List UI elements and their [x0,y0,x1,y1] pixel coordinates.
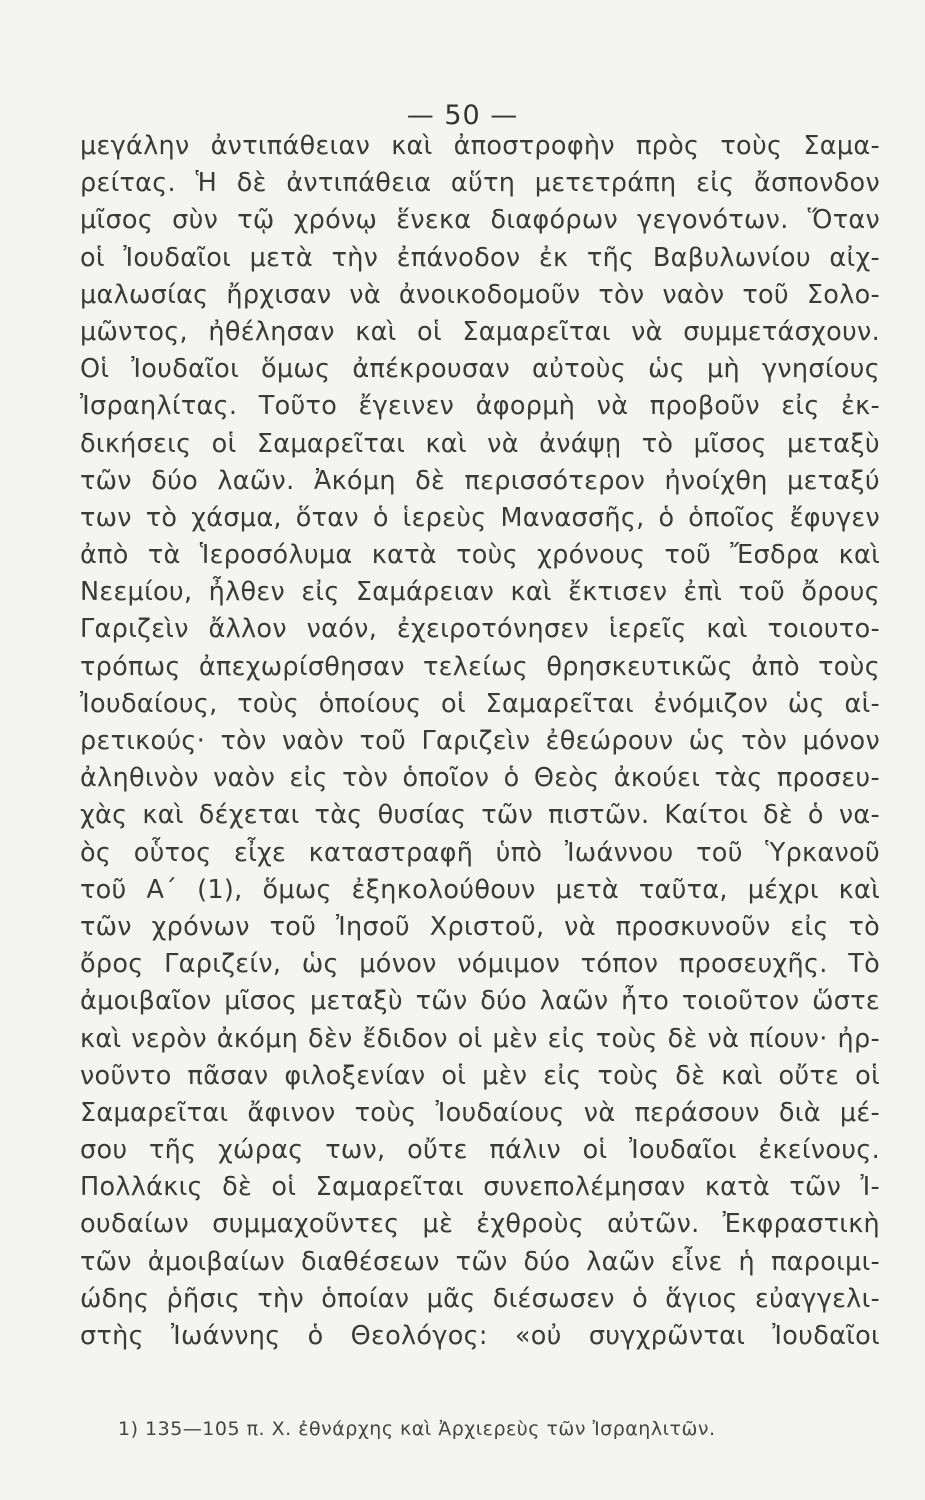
text-line: Σαμαρεῖται ἄφινον τοὺς Ἰουδαίους νὰ περάσουν διὰ μέ- [80,1097,880,1128]
text-line: Γαριζεὶν ἄλλον ναόν, ἐχειροτόνησεν ἱερεῖς καὶ τοιουτο- [80,614,880,645]
text-line: των τὸ χάσμα, ὅταν ὁ ἱερεὺς Μανασσῆς, ὁ ὁποῖος ἔφυγεν [80,502,880,533]
text-line: χὰς καὶ δέχεται τὰς θυσίας τῶν πιστῶν. Καίτοι δὲ ὁ να- [80,800,880,831]
text-line: ἀπὸ τὰ Ἱεροσόλυμα κατὰ τοὺς χρόνους τοῦ Ἔσδρα καὶ [80,540,880,571]
text-line: τρόπως ἀπεχωρίσθησαν τελείως θρησκευτικῶς ἀπὸ τοὺς [80,651,880,682]
text-line: ὄρος Γαριζείν, ὡς μόνον νόμιμον τόπον προσευχῆς. Τὸ [80,949,880,980]
text-line: μῶντος, ἠθέλησαν καὶ οἱ Σαμαρεῖται νὰ συμμετάσχουν. [80,316,880,347]
text-line: Ἰσραηλίτας. Τοῦτο ἔγεινεν ἀφορμὴ νὰ προβοῦν εἰς ἐκ- [80,391,880,422]
text-line: τοῦ Α΄ (1), ὅμως ἐξηκολούθουν μετὰ ταῦτα, μέχρι καὶ [80,874,880,905]
text-line: ἀμοιβαῖον μῖσος μεταξὺ τῶν δύο λαῶν ἦτο τοιοῦτον ὥστε [80,986,880,1017]
text-line: ἀληθινὸν ναὸν εἰς τὸν ὁποῖον ὁ Θεὸς ἀκούει τὰς προσευ- [80,763,880,794]
text-line: ώδης ῥῆσις τὴν ὁποίαν μᾶς διέσωσεν ὁ ἅγιος εὐαγγελι- [80,1283,880,1314]
text-line: νοῦντο πᾶσαν φιλοξενίαν οἱ μὲν εἰς τοὺς δὲ καὶ οὔτε οἱ [80,1060,880,1091]
text-line: Ἰουδαίους, τοὺς ὁποίους οἱ Σαμαρεῖται ἐνόμιζον ὡς αἱ- [80,688,880,719]
text-line: ρετικούς· τὸν ναὸν τοῦ Γαριζεὶν ἐθεώρουν ὡς τὸν μόνον [80,726,880,756]
text-line: Οἱ Ἰουδαῖοι ὅμως ἀπέκρουσαν αὐτοὺς ὡς μὴ γνησίους [80,354,880,385]
body-text [80,128,880,1355]
text-line: ουδαίων συμμαχοῦντες μὲ ἐχθροὺς αὐτῶν. Ἐκφραστικὴ [80,1209,880,1240]
text-line: σου τῆς χώρας των, οὔτε πάλιν οἱ Ἰουδαῖοι ἐκείνους. [80,1135,880,1166]
text-line: στὴς Ἰωάννης ὁ Θεολόγος: «οὐ συγχρῶνται Ἰουδαῖοι [80,1321,880,1351]
text-line: δικήσεις οἱ Σαμαρεῖται καὶ νὰ ἀνάψῃ τὸ μῖσος μεταξὺ [80,428,880,459]
text-line: τῶν ἀμοιβαίων διαθέσεων τῶν δύο λαῶν εἶνε ἡ παροιμι- [80,1246,880,1277]
text-line: Πολλάκις δὲ οἱ Σαμαρεῖται συνεπολέμησαν κατὰ τῶν Ἰ- [80,1172,880,1203]
text-line: μῖσος σὺν τῷ χρόνῳ ἕνεκα διαφόρων γεγονότων. Ὅταν [80,205,880,236]
text-line: οἱ Ἰουδαῖοι μετὰ τὴν ἐπάνοδον ἐκ τῆς Βαβυλωνίου αἰχ- [80,242,880,273]
text-line: μαλωσίας ἤρχισαν νὰ ἀνοικοδομοῦν τὸν ναὸν τοῦ Σολο- [80,279,880,310]
page-number: — 50 — [406,100,519,131]
text-line: τῶν χρόνων τοῦ Ἰησοῦ Χριστοῦ, νὰ προσκυνοῦν εἰς τὸ [80,911,880,942]
text-line: καὶ νερὸν ἀκόμη δὲν ἔδιδον οἱ μὲν εἰς τοὺς δὲ νὰ πίουν· ἠρ- [80,1023,880,1054]
text-line: ρείτας. Ἡ δὲ ἀντιπάθεια αὕτη μετετράπη εἰς ἄσπονδον [80,168,880,199]
text-line: μεγάλην ἀντιπάθειαν καὶ ἀποστροφὴν πρὸς τοὺς Σαμα- [80,131,880,161]
text-line: τῶν δύο λαῶν. Ἀκόμη δὲ περισσότερον ἠνοίχθη μεταξύ [80,465,880,496]
text-line: ὸς οὗτος εἶχε καταστραφῆ ὑπὸ Ἰωάννου τοῦ Ὑρκανοῦ [80,837,880,868]
footnote: 1) 135—105 π. Χ. ἐθνάρχης καὶ Ἀρχιερεὺς τῶν Ἰσραηλιτῶν. [118,1418,716,1440]
text-line: Νεεμίου, ἦλθεν εἰς Σαμάρειαν καὶ ἔκτισεν ἐπὶ τοῦ ὄρους [80,577,880,608]
